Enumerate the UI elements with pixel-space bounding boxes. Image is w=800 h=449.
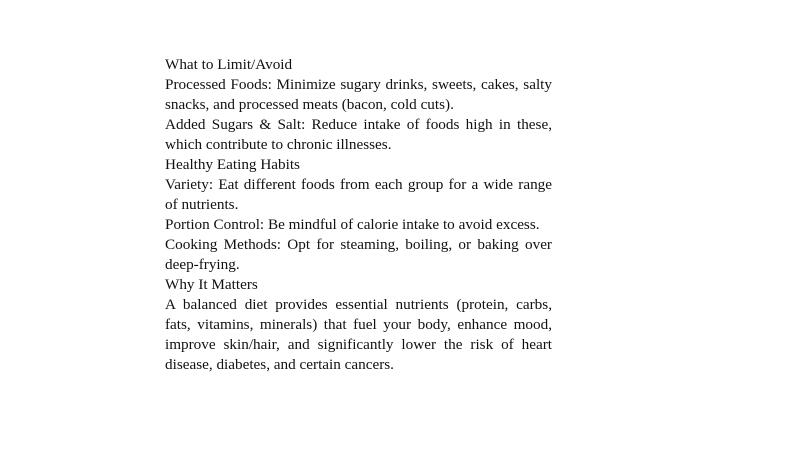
paragraph-processed-foods: Processed Foods: Minimize sugary drinks, sweets, cakes, salty snacks, and processed meats (bacon, cold cuts).: [165, 76, 552, 113]
paragraph-cooking-methods: Cooking Methods: Opt for steaming, boiling, or baking over deep-frying.: [165, 236, 552, 273]
paragraph-variety: Variety: Eat different foods from each group for a wide range of nutrients.: [165, 176, 552, 213]
paragraph-portion-control: Portion Control: Be mindful of calorie intake to avoid excess.: [165, 216, 540, 233]
paragraph-added-sugars-salt: Added Sugars & Salt: Reduce intake of foods high in these, which contribute to chronic illnesses.: [165, 116, 552, 153]
section-heading-why-it-matters: Why It Matters: [165, 276, 258, 293]
document-body: [165, 55, 552, 375]
section-heading-healthy-habits: Healthy Eating Habits: [165, 156, 300, 173]
section-heading-limit-avoid: What to Limit/Avoid: [165, 56, 293, 73]
paragraph-balanced-diet: A balanced diet provides essential nutrients (protein, carbs, fats, vitamins, minerals) that fuel your body, enhance mood, improve skin/hair, and significantly lower the risk of heart disease, diabetes, and certain cancers.: [165, 296, 552, 373]
